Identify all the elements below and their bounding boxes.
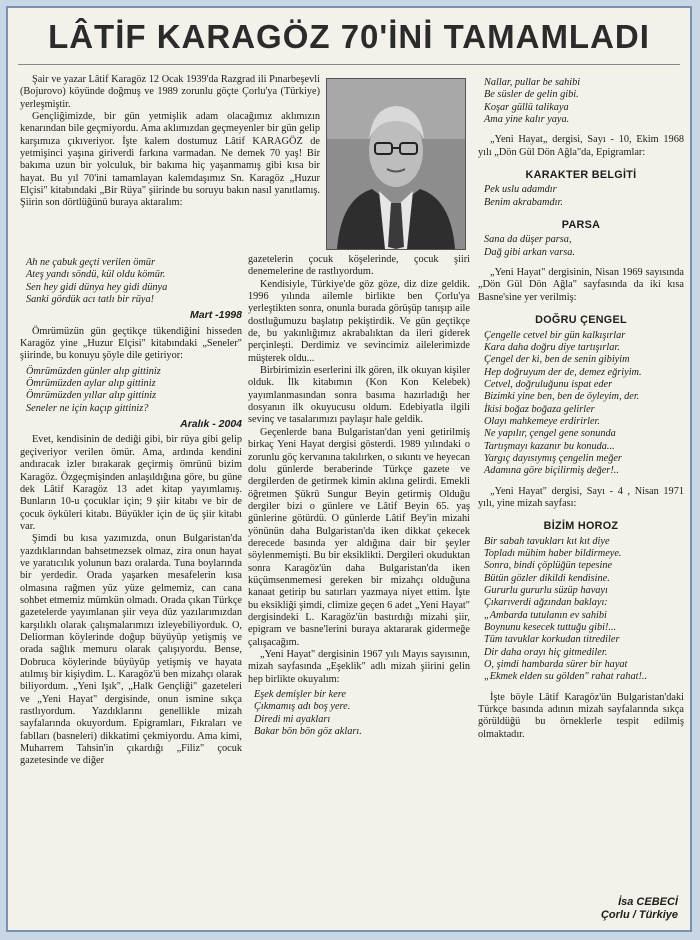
author-place: Çorlu / Türkiye: [600, 909, 678, 921]
poem-line: Sana da düşer parsa,: [484, 234, 572, 246]
paragraph: gazetelerin çocuk köşelerinde, çocuk şiiri denemelerine de rastlıyordum.: [248, 254, 470, 278]
poem-line: Eşek demişler bir kere: [254, 689, 346, 701]
poem-line: Koşar güllü talikaya: [484, 101, 569, 113]
poem-line: Be süsler de gelin gibi.: [484, 89, 579, 101]
paragraph: „Yeni Hayat„ dergisi, Sayı - 10, Ekim 1968 yılı „Dön Gül Dön Ağla"da, Epigramlar:: [478, 134, 684, 158]
poem-line: Çengel der ki, ben de senin gibiyim: [484, 354, 630, 366]
poem-line: Ömrümüzden günler alıp gittiniz: [26, 365, 161, 377]
poem-line: „Ambarda tutulanın ev sahibi: [484, 609, 607, 621]
poem-line: Sanki gördük acı tatlı bir rüya!: [26, 294, 155, 306]
headline: LÂTİF KARAGÖZ 70'İNİ TAMAMLADI: [48, 18, 650, 55]
poem-line: Ömrümüzden yıllar alıp gittiniz: [26, 390, 157, 402]
basne-dogru-cengel: [484, 330, 684, 478]
poem-line: Diredi mi ayakları: [254, 713, 331, 725]
poem-line: „Ekmek elden su gölden" rahat rahat!..: [484, 671, 648, 683]
poem-date: Aralık - 2004: [180, 418, 242, 431]
paragraph: Gençliğimizde, bir gün yetmişlik adam olacağımız aklımızın kenarından bile geçmiyordu. Ama aklımızdan geçmeyenler bir gün gelip karşımıza çıkıveriyor. İşte kalem dostumuz Lâtif KARAGÖZ de yetmişinci yaşına giriverdi farkına varmadan. Ne demek 70 yaş! Bir bakıma uzun bir yolculuk, bir bakıma hiç yaşanmamış gibi kısa bir hayat. Bu yıl 70'ini tamamlayan kalemdaşımız Sn. Karagöz „Huzur Elçisi" kitabındaki „Bir Rüya" şiirinde bu soruyu bakın nasıl yanıtlamış. Şiirin son dörtlüğünü buraya aktaralım:: [20, 111, 320, 209]
poem-line: Tartışmayı kazanır bu konuda...: [484, 440, 615, 452]
portrait-image: [327, 79, 465, 249]
poem-eseklik: [254, 689, 470, 738]
paragraph: Geçenlerde bana Bulgaristan'dan yeni getirilmiş birkaç Yeni Hayat dergisi gösterdi. 1989 yılındaki o zorunlu göç kervanına takılırken, o sıkıntı ve heyecan dolu günlerde beraberinde Türkçe gazete ve dergilerden de getirmek kimin aklına gelirdi. Emekli öğretmen Şükrü Sungur Beyin getirmiş Olduğu dergiler bizi o günlere ve Lâtif Beyin 65. yaş günlerine götürdü. O günlerde Lâtif Bey'in mizahi yönünün daha Bulgaristan'da iken dikkat çekecek derecede basında yer aldığına dair bir şeyler söylenmemişti. Bu bir eksiklikti. Dergileri okuduktan sonra Karagöz'ün daha Bulgaristan'da iken küçümsenmemesi gereken bir mizahçı olduğuna kanaat getirip bu satırları yazmaya niyet ettim. İşte bu eksikliği şimdi, climize geçen 6 adet „Yeni Hayat" dergisindeki L. Karagöz'ün bastırdığı mizahi şiir, epigram ve basne'lerini buraya aktararak gidermeğe çalışacağım.: [248, 426, 470, 648]
paragraph: „Yeni Hayat" dergisinin 1967 yılı Mayıs sayısının, mizah sayfasında „Eşeklik" adlı mizah şiirini gelin hep birlikte okuyalım:: [248, 649, 470, 685]
poem-line: Tüm tavuklar korkudan titrediler: [484, 634, 620, 646]
poem-line: Çıkarıverdi ağzından baklayı:: [484, 597, 608, 609]
poem-line: Çengelle cetvel bir gün kalkışırlar: [484, 329, 626, 341]
paragraph: „Yeni Hayat" dergisinin, Nisan 1969 sayısında „Dön Gül Dön Ağla" sayfasında da iki kısa Basne'sine yer verilmiş:: [478, 267, 684, 303]
poem-bir-ruya: [26, 257, 242, 306]
paragraph: Şair ve yazar Lâtif Karagöz 12 Ocak 1939'da Razgrad ili Pınarbeşevli (Bojurovo) köyünde doğmuş ve 1989 zorunlu göçte Çorlu'ya (Türkiye) yerleşmiştir.: [20, 74, 320, 110]
paragraph: Kendisiyle, Türkiye'de göz göze, diz dize geldik. 1996 yılında ailemle birlikte ben Çorlu'ya yerleştikten sonra, onunla burada görüşüp tanışıp aile dostluğumuzu başlatıp pekiştirdik. Ve gün geçtikçe de, bu yakınlığımız akrabalıktan da ileri giderek perçinleşti. Derdimiz ve sevincimiz ailelerimizde müşterek oldu...: [248, 278, 470, 364]
poem-line: Pek uslu adamdır: [484, 184, 557, 196]
subheading: BİZİM HOROZ: [543, 520, 619, 533]
poem-line: O, şimdi hambarda sürer bir hayat: [484, 659, 628, 671]
poem-line: Ne yapılır, çengel gene sonunda: [484, 428, 616, 440]
column-1: [20, 254, 242, 928]
column-1-top: [20, 74, 320, 252]
poem-line: Olayı mahkemeye erdirirler.: [484, 415, 600, 427]
poem-line: Sonra, bindi çöplüğün tepesine: [484, 560, 613, 572]
poem-line: Gururlu gururlu süzüp havayı: [484, 585, 608, 597]
subheading: KARAKTER BELGİTİ: [525, 169, 637, 182]
poem-line: Adamına göre biçilirmiş değer!..: [484, 465, 619, 477]
byline: [601, 896, 678, 922]
poem-line: Ama yine kalır yaya.: [484, 114, 570, 126]
poem-line: Dağ gibi arkan varsa.: [484, 246, 575, 258]
poem-line: Topladı mühim haber bildirmeye.: [484, 548, 622, 559]
poem-line: Bizimki yine ben, ben de öyleyim, der.: [484, 391, 640, 403]
poem-line: Boynunu kesecek tuttuğu gibi!...: [484, 622, 617, 634]
poem-line: Çıkmamış adı boş yere.: [254, 701, 351, 713]
poem-line: Bakar bön bön göz akları.: [254, 726, 362, 738]
poem-line: Dir daha orayı hiç gitmediler.: [484, 646, 608, 658]
poem-date: Mart -1998: [190, 309, 242, 322]
poem-line: Ah ne çabuk geçti verilen ömür: [26, 257, 155, 268]
newspaper-page: [6, 6, 692, 932]
paragraph: Ömrümüzün gün geçtikçe tükendiğini hisseden Karagöz yine „Huzur Elçisi" kitabındaki „Seneler" şiirinde, bu konuyu şöyle dile getiriyor:: [20, 325, 242, 362]
poem-line: Bütün gözler dikildi kendisine.: [484, 572, 610, 584]
poem-line: Hep doğruyum der de, demez eğriyim.: [484, 366, 642, 378]
paragraph: İşte böyle Lâtif Karagöz'ün Bulgaristan'daki Türkçe basında adının mizah sayfalarında sıkça görüldüğü bu örneklerle tespit edilmiş olmaktadır.: [478, 691, 684, 740]
column-3: [478, 74, 684, 894]
subheading: PARSA: [561, 219, 601, 232]
poem-line: İkisi boğaz boğaza gelirler: [484, 403, 595, 415]
poem-line: Sen hey gidi dünya hey gidi dünya: [26, 281, 168, 293]
poem-line: Cetvel, doğruluğunu ispat eder: [484, 378, 613, 390]
epigram-karakter: [484, 184, 684, 209]
author-photo: [326, 78, 466, 250]
paragraph: „Yeni Hayat" dergisi, Sayı - 4 , Nisan 1971 yılı, yine mizah sayfası:: [478, 485, 684, 509]
poem-line: Kara daha doğru diye tartışırlar.: [484, 341, 620, 353]
subheading: DOĞRU ÇENGEL: [535, 314, 627, 327]
poem-line: Benim akrabamdır.: [484, 196, 563, 208]
paragraph: Şimdi bu kısa yazımızda, onun Bulgaristan'da yazdıklarından bahsetmezsek olmaz, zira onun hayat ve yaratıcılık yolunun bazı oralarda. Tuna boylarında bir yerdedir. Orada yaşarken mesafelerin kısa olmasına rağmen yüz yüze gelmemiz, can cana sohbet etmemiz mümkün olmadı. Orada çıkan Türkçe gazetelerde yayımlanan şiir veya düz yazılarımızdan karşılıklı olarak çalışmalarımızı izleyebiliyorduk. O, Deliorman köylerinde doğup büyüyüp yetişmiş ve orada sağlık memuru olarak çalışıyordu. Bense, Dobruca köylerinde büyüyüp yetişmiş ve hayata atılmış bir kişiydim. L. Karagöz'ü ben mizahçı olarak biliyordum. „Yeni Işık", „Halk Gençliği" gazeteleri ve „Yeni Hayat" dergisinde, onun ismine sıkça rastlıyordum. Yazdıklarını genellikle mizah sayfalarında okuyordum. Epigramları, Fıkraları ve fablları (basneleri) dikkatimi çekmiyordu. Ama kimi, Muharrem Tahsin'in çıkardığı „Filiz" çocuk gazetesinde ve diğer: [20, 533, 242, 767]
author-name: İsa CEBECİ: [618, 896, 678, 908]
poem-line: Nallar, pullar be sahibi: [484, 77, 581, 88]
poem-line: Bir sabah tavukları kıt kıt diye: [484, 535, 610, 547]
epigram-parsa: [484, 234, 684, 259]
paragraph: Evet, kendisinin de dediği gibi, bir rüya gibi gelip geçiveriyor verilen ömür. Ama, ardında kendini andıracak izler bırakarak geçirmiş ömrünü bizim Karagöz. Özgeçmişinden anlaşıldığına göre, bu güne dek Lâtif Karagöz 13 adet kitap yayımlamış. Bunların 10-u çocuklar için; 9 şiir kitabı ve bir de çocuk öyküleri kitabı. Büyükler için de üç şiir kitabı var.: [20, 434, 242, 532]
poem-line: Seneler ne için kaçıp gittiniz?: [26, 402, 149, 414]
poem-line: Ömrümüzden aylar alıp gittiniz: [26, 378, 156, 390]
poem-eseklik-cont: [484, 77, 684, 126]
poem-bizim-horoz: [484, 536, 684, 684]
paragraph: Birbirimizin eserlerini ilk gören, ilk okuyan kişiler olduk. İlk kitabımın (Kon Kon Kelebek) yayımlanmasından sonra basıma hazırladığı her dosyanın ilk okuyucusu oldum. Edebiyatla ilgili sevinç ve tasalarımızı paylaşır hale geldik.: [248, 365, 470, 426]
poem-line: Yargıç dayısıymış çengelin meğer: [484, 452, 622, 464]
poem-line: Ateş yandı söndü, kül oldu kömür.: [26, 269, 166, 281]
column-2: [248, 254, 470, 928]
poem-seneler: [26, 366, 242, 415]
headline-rule: [18, 64, 680, 65]
